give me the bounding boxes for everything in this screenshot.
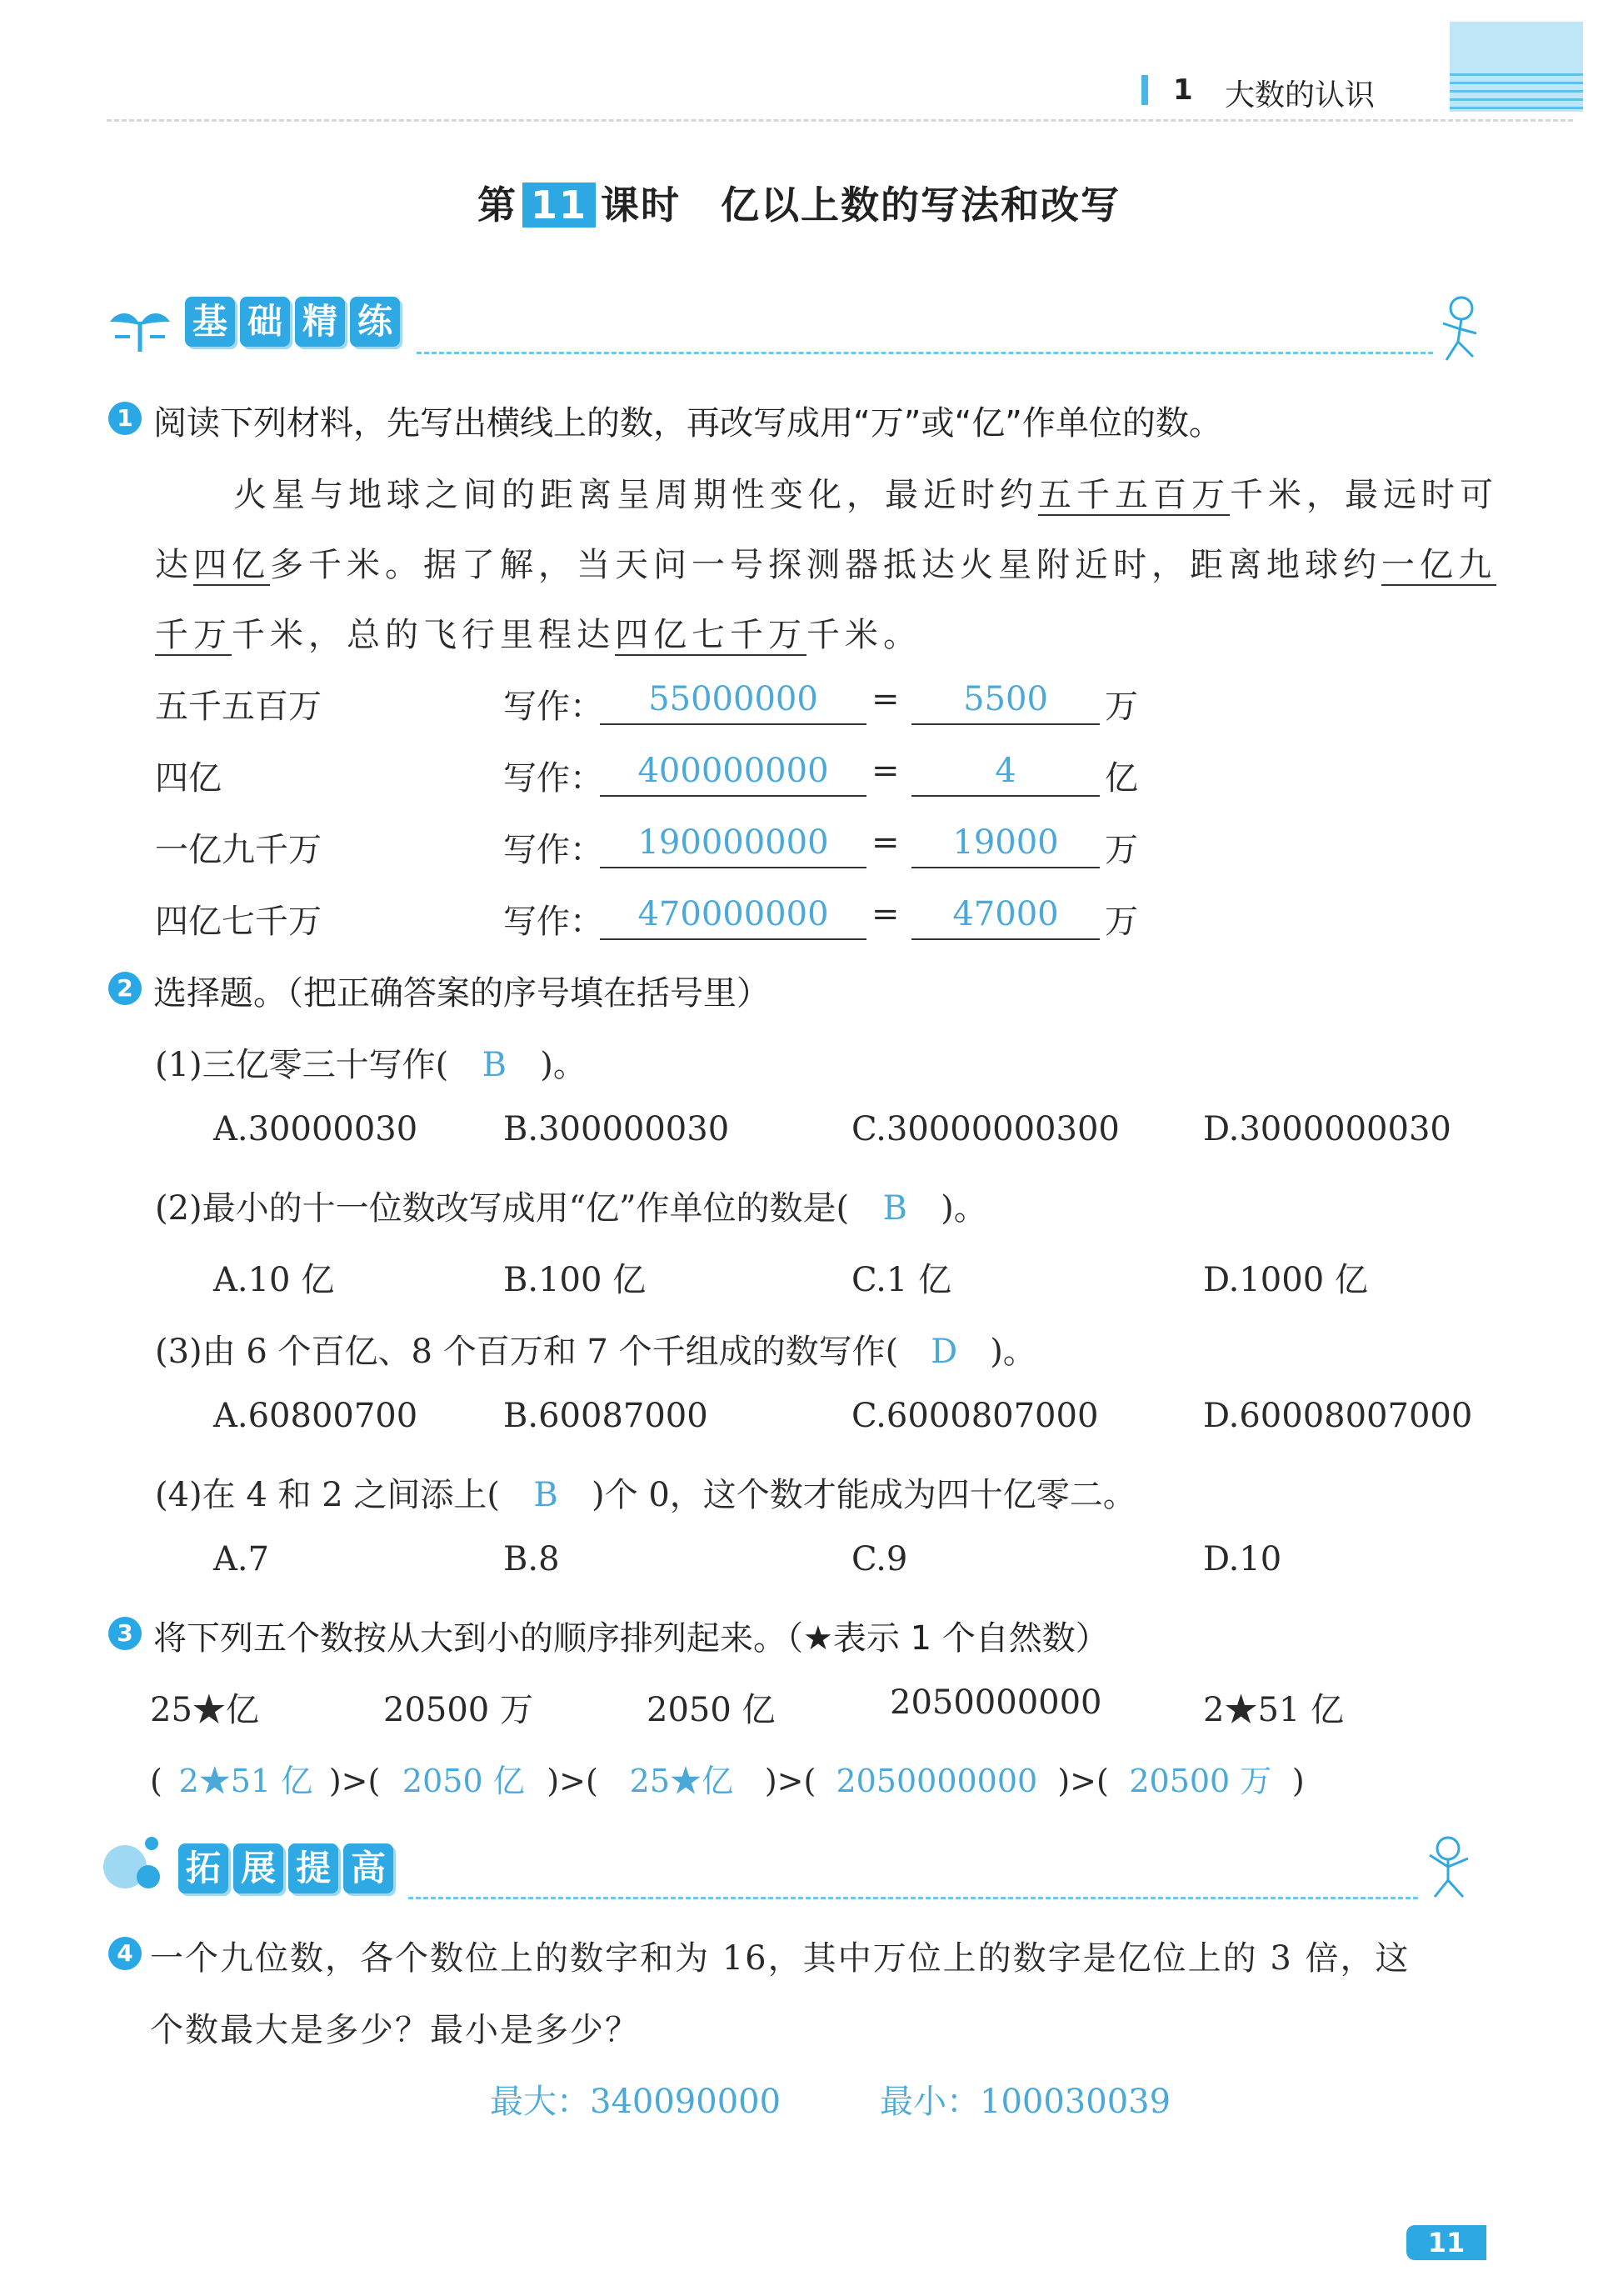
stem-text: )。	[990, 1333, 1036, 1371]
number-in-words: 五千五百万	[155, 688, 322, 726]
equals-sign: =	[871, 680, 900, 718]
equals-sign: =	[871, 752, 900, 790]
number-in-words: 一亿九千万	[155, 831, 322, 869]
ordered-number: 25★亿	[629, 1763, 733, 1799]
chapter-title: 大数的认识	[1225, 78, 1376, 113]
ordered-number: 2050000000	[836, 1763, 1038, 1799]
paragraph-line	[233, 468, 1498, 516]
choice-answer: D	[931, 1333, 958, 1371]
answer-unit-value: 4	[995, 752, 1016, 790]
choice-answer: B	[882, 1189, 907, 1228]
paren: (	[803, 1763, 816, 1799]
header-divider	[107, 119, 1573, 122]
answer-line	[600, 938, 866, 940]
answer-number: 400000000	[637, 752, 829, 790]
question-text-line: 个数最大是多少？最小是多少？	[150, 2011, 640, 2049]
section-divider	[417, 352, 1433, 354]
answer-line	[600, 795, 866, 797]
choice-stem	[155, 1182, 987, 1229]
option-a: A.10 亿	[213, 1261, 335, 1299]
underlined-number: 千万	[155, 616, 232, 654]
unit-label: 万	[1105, 831, 1138, 869]
option-b: B.8	[503, 1540, 560, 1578]
ordered-number: 2050 亿	[402, 1763, 525, 1799]
option-d: D.1000 亿	[1203, 1261, 1368, 1299]
greater-than: >	[777, 1763, 804, 1799]
ordered-number: 20500 万	[1129, 1763, 1272, 1799]
unit-label: 亿	[1105, 759, 1138, 798]
text: 多千米。据了解，当天问一号探测器抵达火星附近时，距离地球约	[270, 546, 1381, 584]
given-number: 20500 万	[383, 1691, 533, 1729]
option-d: D.3000000030	[1203, 1110, 1451, 1148]
stem-text: )。	[941, 1189, 987, 1228]
choice-answer: B	[533, 1476, 558, 1514]
answer-line	[911, 795, 1100, 797]
sprout-icon	[107, 303, 173, 353]
question-title: 阅读下列材料，先写出横线上的数，再改写成用“万”或“亿”作单位的数。	[153, 404, 1222, 443]
section-char: 展	[233, 1843, 283, 1893]
paren: (	[150, 1763, 162, 1799]
option-c: C.6000807000	[851, 1397, 1099, 1435]
option-b: B.60087000	[503, 1397, 708, 1435]
section-char: 高	[343, 1843, 393, 1893]
section-banner-extend	[178, 1843, 398, 1893]
header-accent-bar	[1141, 75, 1148, 105]
answer-number: 190000000	[637, 823, 829, 862]
underlined-number: 五千五百万	[1038, 476, 1230, 514]
write-label: 写作：	[503, 759, 603, 798]
section-char: 拓	[178, 1843, 228, 1893]
text: 千米。	[806, 616, 921, 654]
bubbles-icon	[100, 1833, 167, 1892]
question-text-line: 一个九位数，各个数位上的数字和为 16，其中万位上的数字是亿位上的 3 倍，这	[150, 1939, 1411, 1978]
option-a: A.30000030	[213, 1110, 418, 1148]
header-stripe-decoration	[1450, 22, 1583, 112]
stem-text: (1)三亿零三十写作(	[155, 1046, 449, 1084]
section-char: 练	[350, 297, 400, 347]
question-title: 将下列五个数按从大到小的顺序排列起来。（★表示 1 个自然数）	[153, 1619, 1109, 1658]
title-text: 选择题。	[153, 974, 287, 1013]
section-char: 基	[185, 297, 235, 347]
underlined-number: 四亿	[193, 546, 270, 584]
option-c: C.30000000300	[851, 1110, 1120, 1148]
choice-answer: B	[482, 1046, 507, 1084]
question-number: 2	[108, 972, 142, 1005]
given-number: 2050 亿	[647, 1691, 776, 1729]
question-number: 4	[108, 1937, 142, 1970]
paren: )	[1057, 1763, 1071, 1799]
question-number: 3	[108, 1617, 142, 1650]
number-in-words: 四亿	[155, 759, 222, 798]
text: 千米，总的飞行里程达	[232, 616, 615, 654]
paren: )	[547, 1763, 560, 1799]
answer-min: 最小：100030039	[880, 2083, 1171, 2121]
given-number: 2★51 亿	[1203, 1691, 1345, 1729]
section-char: 提	[288, 1843, 338, 1893]
paren: (	[1096, 1763, 1109, 1799]
answer-line	[600, 867, 866, 868]
greater-than: >	[341, 1763, 368, 1799]
option-d: D.60008007000	[1203, 1397, 1473, 1435]
text: 达	[155, 546, 193, 584]
answer-line	[911, 723, 1100, 725]
option-b: B.100 亿	[503, 1261, 647, 1299]
answer-unit-value: 5500	[963, 680, 1048, 718]
stem-text: (2)最小的十一位数改写成用“亿”作单位的数是(	[155, 1189, 850, 1228]
paragraph-line	[155, 538, 1496, 586]
given-number: 2050000000	[890, 1683, 1102, 1722]
underlined-number: 四亿七千万	[615, 616, 806, 654]
greater-than: >	[1070, 1763, 1096, 1799]
option-a: A.7	[213, 1540, 270, 1578]
ordering-answer	[150, 1755, 1305, 1801]
paren: )	[764, 1763, 777, 1799]
paren: (	[367, 1763, 381, 1799]
section-banner-basic	[185, 297, 405, 347]
paren: )	[328, 1763, 342, 1799]
underlined-number: 一亿九	[1381, 546, 1496, 584]
question-number: 1	[108, 402, 142, 435]
text: 千米，最远时可	[1230, 476, 1498, 514]
lesson-number: 11	[522, 183, 596, 228]
page-number: 11	[1406, 2225, 1486, 2260]
answer-line	[911, 938, 1100, 940]
lesson-prefix: 第	[477, 183, 517, 228]
lesson-name: 课时 亿以上数的写法和改写	[601, 183, 1121, 228]
chapter-number: 1	[1173, 73, 1193, 107]
stretching-kid-icon	[1420, 1830, 1478, 1905]
option-d: D.10	[1203, 1540, 1282, 1578]
running-kid-icon	[1430, 293, 1488, 368]
section-divider	[408, 1897, 1418, 1899]
paren: )	[1291, 1763, 1305, 1799]
option-c: C.1 亿	[851, 1261, 952, 1299]
option-c: C.9	[851, 1540, 908, 1578]
question-title	[153, 967, 770, 1014]
paragraph-line	[155, 608, 921, 656]
paren: (	[586, 1763, 598, 1799]
number-in-words: 四亿七千万	[155, 903, 322, 941]
answer-line	[600, 723, 866, 725]
unit-label: 万	[1105, 688, 1138, 726]
write-label: 写作：	[503, 831, 603, 869]
answer-max: 最大：340090000	[490, 2083, 782, 2121]
unit-label: 万	[1105, 903, 1138, 941]
given-number: 25★亿	[150, 1691, 259, 1729]
stem-text: (3)由 6 个百亿、8 个百万和 7 个千组成的数写作(	[155, 1333, 899, 1371]
answer-unit-value: 19000	[952, 823, 1059, 862]
ordered-number: 2★51 亿	[178, 1763, 313, 1799]
lesson-title	[0, 175, 1598, 230]
equals-sign: =	[871, 895, 900, 933]
choice-stem	[155, 1325, 1036, 1373]
text: 火星与地球之间的距离呈周期性变化，最近时约	[233, 476, 1038, 514]
option-b: B.300000030	[503, 1110, 730, 1148]
section-char: 精	[295, 297, 345, 347]
section-char: 础	[240, 297, 290, 347]
choice-stem	[155, 1038, 587, 1086]
option-a: A.60800700	[213, 1397, 418, 1435]
answer-line	[911, 867, 1100, 868]
write-label: 写作：	[503, 688, 603, 726]
greater-than: >	[559, 1763, 586, 1799]
stem-text: (4)在 4 和 2 之间添上(	[155, 1476, 501, 1514]
answer-unit-value: 47000	[952, 895, 1059, 933]
choice-stem	[155, 1468, 1136, 1516]
equals-sign: =	[871, 823, 900, 862]
answer-number: 55000000	[648, 680, 818, 718]
stem-text: )。	[540, 1046, 587, 1084]
answer-number: 470000000	[637, 895, 829, 933]
title-note: （把正确答案的序号填在括号里）	[287, 974, 770, 1013]
stem-text: )个 0，这个数才能成为四十亿零二。	[592, 1476, 1136, 1514]
write-label: 写作：	[503, 903, 603, 941]
